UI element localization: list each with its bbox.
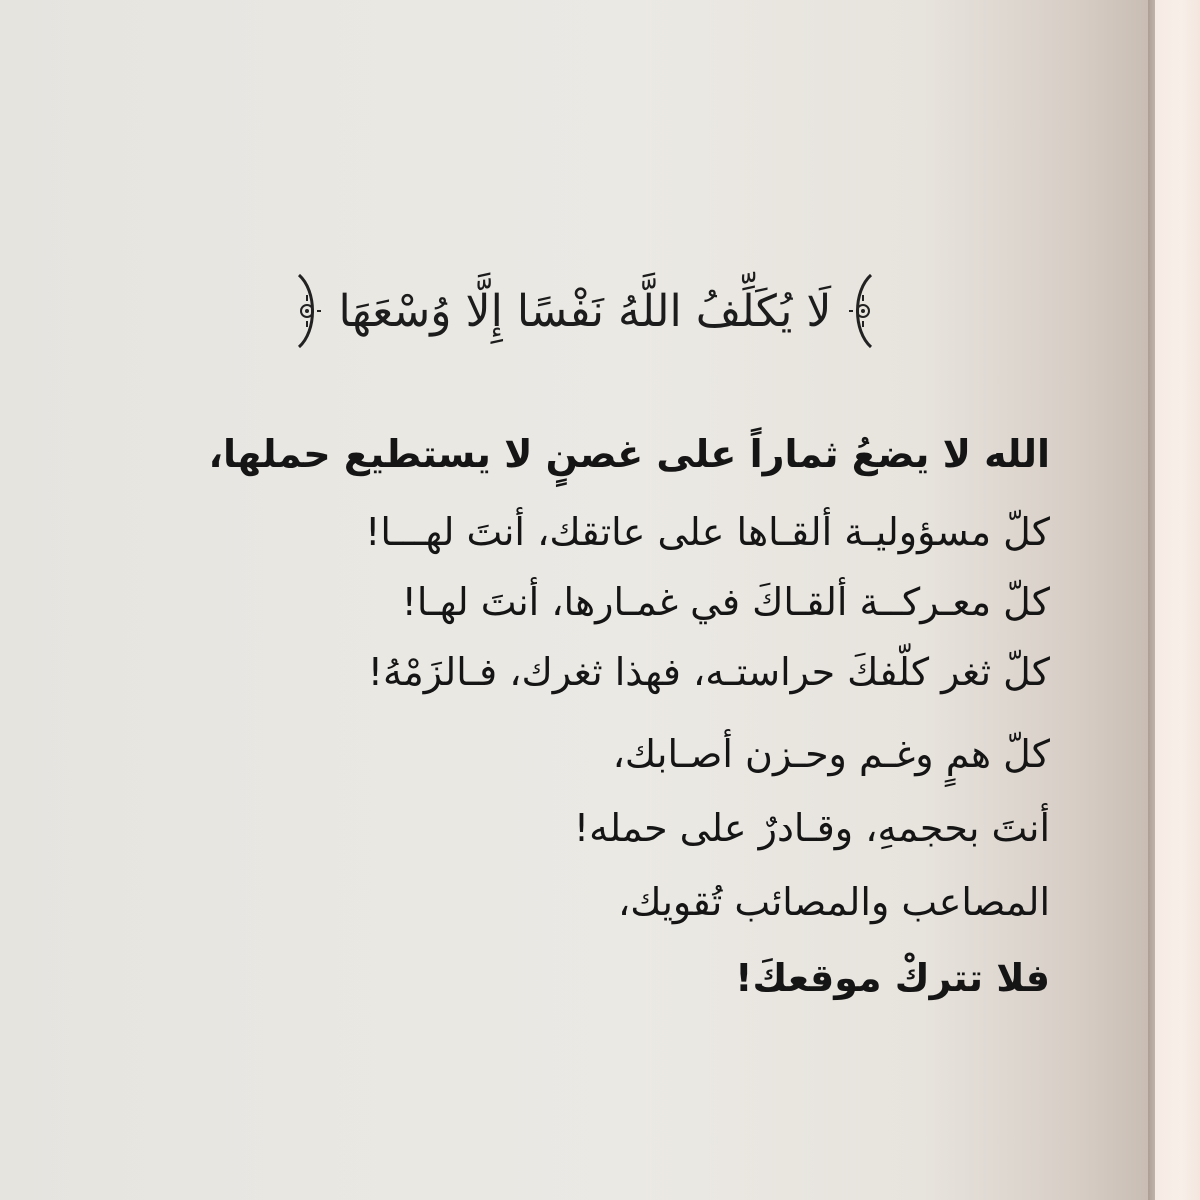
poem-line-3: كلّ معـركــة ألقـاكَ في غمـارها، أنتَ لهـا! bbox=[401, 580, 1050, 624]
ornamental-bracket-left-icon bbox=[285, 271, 325, 351]
poem-line-6: أنتَ بحجمهِ، وقـادرٌ على حمله! bbox=[573, 806, 1050, 850]
poem-line-8: فلا تتركْ موقعكَ! bbox=[735, 956, 1050, 1000]
poem-line-1: الله لا يضعُ ثماراً على غصنٍ لا يستطيع حملها، bbox=[208, 432, 1050, 476]
verse-text: لَا يُكَلِّفُ اللَّهُ نَفْسًا إِلَّا وُسْعَهَا bbox=[338, 285, 832, 337]
ornamental-bracket-right-icon bbox=[845, 271, 885, 351]
poem-line-7: المصاعب والمصائب تُقويك، bbox=[618, 880, 1050, 924]
poem-line-2: كلّ مسؤوليـة ألقـاها على عاتقك، أنتَ لهـــا! bbox=[365, 510, 1050, 554]
poem-line-5: كلّ همٍ وغـم وحـزن أصـابك، bbox=[612, 732, 1050, 776]
next-page-edge bbox=[1155, 0, 1200, 1200]
quran-verse-heading bbox=[290, 268, 880, 354]
poem-line-4: كلّ ثغر كلّفكَ حراستـه، فهذا ثغرك، فـالزَمْهُ! bbox=[367, 650, 1050, 694]
